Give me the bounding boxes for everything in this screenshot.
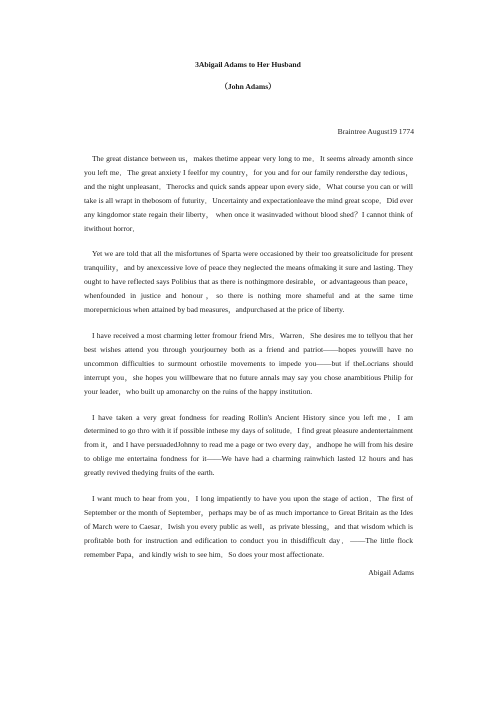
letter-subtitle: （John Adams） — [220, 82, 276, 91]
letter-title: 3Abigail Adams to Her Husband — [195, 60, 301, 69]
paragraph-3: I have received a most charming letter fromour friend Mrs．Warren．She desires me to tellyou that her best wishes attend you through yourjourney both as a friend and patriot——hopes youwill have no uncommon difficulties to surmount orhostile movements to impede you——but if theLocrians should interrupt you，she hopes you willbeware that no future annals may say you chose anambitious Philip for your leader，who built up amonarchy on the ruins of the happy institution. — [84, 330, 413, 396]
paragraph-4: I have taken a very great fondness for reading Rollin's Ancient History since you left me．I am determined to go thro with it if possible inthese my days of solitude．I find great pleasure andentertainment from it，and I have persuadedJohnny to read me a page or two every day，andhope he will from his desire to oblige me entertaina fondness for it——We have had a charming rainwhich lasted 12 hours and has greatly revived thedying fruits of the earth. — [84, 412, 413, 478]
paragraph-2: Yet we are told that all the misfortunes of Sparta were occasioned by their too greatsolicitude for present tranquility，and by anexcessive love of peace they neglected the means ofmaking it sure and lasting. They ought to have reflected says Polibius that as there is nothingmore desirable，or advantageous than peace，whenfounded in justice and honour，so there is nothing more shameful and at the same time morepernicious when attained by bad measures，andpurchased at the price of liberty. — [84, 249, 413, 315]
paragraph-5: I want much to hear from you．I long impatiently to have you upon the stage of action．The first of September or the month of September，perhaps may be of as much importance to Great Britain as the Ides of March were to Caesar．Iwish you every public as well，as private blessing，and that wisdom which is profitable both for instruction and edification to conduct you in thisdifficult day．——The little flock remember Papa，and kindly wish to see him．So does your most affectionate. — [84, 494, 413, 559]
paragraph-1: The great distance between us，makes thetime appear very long to me．It seems already amonth since you left me．The great anxiety I feelfor my country，for you and for our family rendersthe day tedious， and the night unpleasant．Therocks and quick sands appear upon every side．What course you can or will take is all wrapt in thebosom of futurity．Uncertainty and expectationleave the mind great scope．Did ever any kingdomor state regain their liberty， when once it wasinvaded without blood shed？I cannot think of itwithout horror． — [84, 154, 413, 233]
letter-dateline: Braintree August19 1774 — [337, 127, 414, 136]
letter-body — [84, 152, 413, 574]
letter-signature: Abigail Adams — [368, 568, 414, 577]
